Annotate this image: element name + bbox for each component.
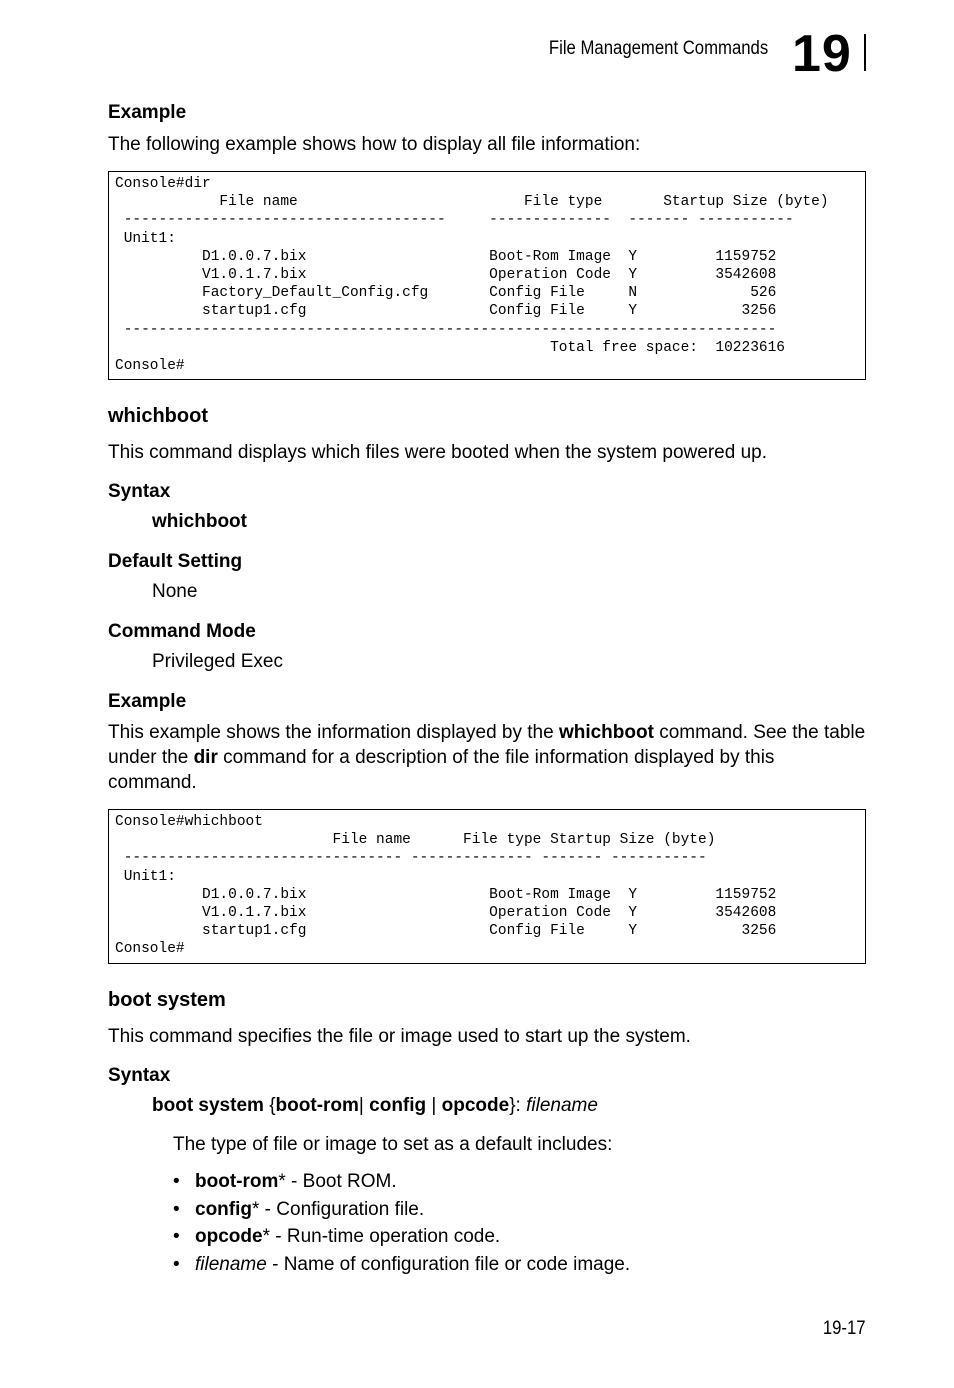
- dir-code-text: Console#dir File name File type Startup Size (byte) ------------------------------------- -------------- ------- ----------- Unit1: D1.0.0.7.bix Boot-Rom Image Y 1159752 V1.0.1.7.bix Operation Code Y 3542608 Factory_Default_Config.cfg Config File N 526 startup1.cfg Config File Y 3256 --------------------------------------------------------------------------- Total free space: 10223616 Console#: [115, 176, 829, 375]
- boot-system-description: This command specifies the file or image used to start up the system.: [108, 1026, 691, 1047]
- syntax-command: boot system: [152, 1095, 264, 1116]
- bullet-marker: •: [173, 1253, 180, 1275]
- whichboot-mode-value: Privileged Exec: [152, 651, 283, 672]
- syntax-option: opcode: [441, 1095, 510, 1116]
- chapter-divider: [864, 34, 866, 71]
- list-item-term: filename: [195, 1253, 267, 1275]
- chapter-number: 19: [792, 25, 852, 83]
- whichboot-syntax-heading: Syntax: [108, 481, 171, 502]
- example-text-command: whichboot: [558, 722, 654, 743]
- syntax-option: boot-rom: [275, 1095, 359, 1116]
- list-item: [173, 1253, 630, 1281]
- whichboot-default-heading: Default Setting: [108, 551, 243, 572]
- list-item: [173, 1198, 630, 1226]
- page-number: 19-17: [823, 1318, 866, 1339]
- whichboot-mode-heading: Command Mode: [108, 621, 256, 642]
- syntax-punct: }:: [509, 1095, 527, 1116]
- list-item-term: boot-rom: [195, 1171, 279, 1192]
- syntax-option: config: [369, 1095, 427, 1116]
- list-item: [173, 1225, 630, 1253]
- list-item-description: * - Boot ROM.: [278, 1171, 397, 1192]
- boot-system-title: boot system: [108, 989, 226, 1011]
- whichboot-title: whichboot: [108, 405, 208, 427]
- running-header-title: File Management Commands: [548, 38, 768, 59]
- boot-system-syntax: [152, 1095, 598, 1117]
- example-text-part: command. See the table under the: [108, 722, 866, 768]
- example-text-command: dir: [193, 747, 218, 768]
- list-item-description: * - Run-time operation code.: [262, 1226, 501, 1247]
- whichboot-syntax: whichboot: [152, 511, 247, 532]
- bullet-marker: •: [173, 1198, 180, 1220]
- dir-example-heading: Example: [108, 102, 187, 123]
- whichboot-example-text: [108, 720, 868, 795]
- boot-system-type-list: [173, 1170, 630, 1280]
- list-item-description: * - Configuration file.: [252, 1198, 425, 1220]
- whichboot-default-value: None: [152, 581, 198, 602]
- whichboot-example-heading: Example: [108, 691, 187, 712]
- dir-code-block: [108, 171, 866, 380]
- boot-system-types-intro: The type of file or image to set as a default includes:: [173, 1134, 613, 1155]
- boot-system-syntax-heading: Syntax: [108, 1065, 171, 1086]
- example-text-part: command for a description of the file information displayed by this command.: [108, 747, 775, 793]
- dir-example-intro: The following example shows how to display all file information:: [108, 134, 641, 155]
- syntax-argument: filename: [526, 1095, 598, 1116]
- whichboot-description: This command displays which files were booted when the system powered up.: [108, 442, 767, 463]
- syntax-punct: |: [426, 1095, 442, 1116]
- syntax-punct: |: [358, 1095, 370, 1116]
- whichboot-code-block: [108, 809, 866, 964]
- list-item: [173, 1170, 630, 1198]
- syntax-punct: {: [263, 1095, 276, 1116]
- bullet-marker: •: [173, 1226, 180, 1247]
- bullet-marker: •: [173, 1171, 180, 1192]
- list-item-term: config: [195, 1198, 252, 1220]
- list-item-term: opcode: [195, 1226, 263, 1247]
- example-text-part: This example shows the information displayed by the: [108, 722, 559, 743]
- whichboot-code-text: Console#whichboot File name File type Startup Size (byte) -------------------------------- -------------- ------- ----------- Unit1: D1.0.0.7.bix Boot-Rom Image Y 1159752 V1.0.1.7.bix Operation Code Y 3542608 startup1.cfg Config File Y 3256 Console#: [115, 814, 777, 958]
- list-item-description: - Name of configuration file or code image.: [266, 1253, 631, 1275]
